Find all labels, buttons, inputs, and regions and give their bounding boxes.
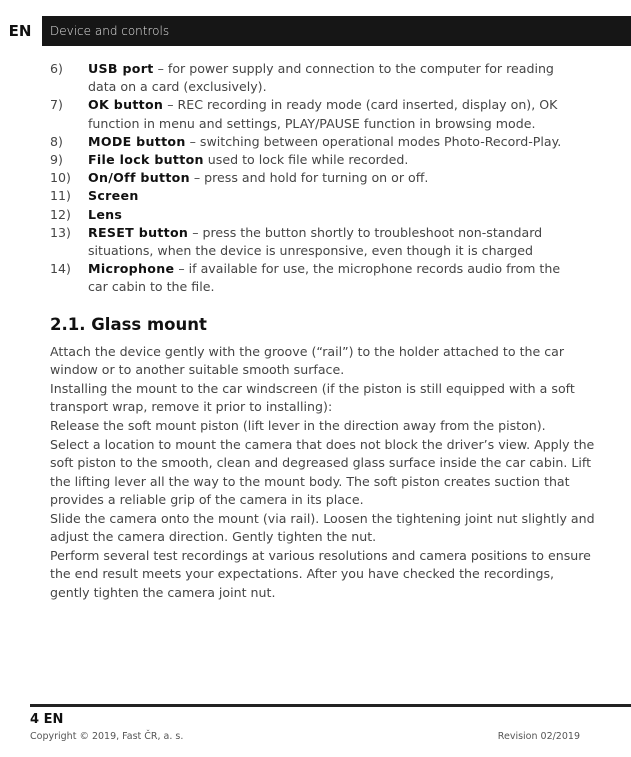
item-term: RESET button <box>88 224 189 240</box>
item-description: – for power supply and connection to the computer for reading data on a card (exclusively). <box>88 61 554 95</box>
item-number: 11) <box>50 188 71 204</box>
paragraph: Release the soft mount piston (lift lever in the direction away from the piston). <box>50 418 546 433</box>
page-header <box>0 16 631 46</box>
item-term: File lock button <box>88 152 204 168</box>
item-number: 9) <box>50 152 63 168</box>
item-term: Lens <box>88 206 123 222</box>
item-term: Microphone <box>88 261 175 277</box>
list-item <box>0 206 631 224</box>
item-description: – press the button shortly to troubleshoot non-standard situations, when the device is unresponsive, even though it is charged <box>88 224 543 259</box>
item-number: 7) <box>50 97 63 113</box>
controls-list <box>0 60 631 297</box>
footer-divider <box>30 704 631 707</box>
item-term: OK button <box>88 97 164 113</box>
list-item <box>0 60 631 96</box>
item-description: used to lock file while recorded. <box>203 152 409 168</box>
item-description: – if available for use, the microphone records audio from the car cabin to the file. <box>88 261 561 295</box>
paragraph: Slide the camera onto the mount (via rail). Loosen the tightening joint nut slightly and adjust the camera direction. Gently tighten the nut. <box>50 511 595 545</box>
item-number: 8) <box>50 133 63 149</box>
list-item <box>0 224 631 260</box>
item-description: – press and hold for turning on or off. <box>189 170 429 186</box>
paragraph: Attach the device gently with the groove (“rail”) to the holder attached to the car window or to another suitable smooth surface. <box>50 344 565 378</box>
revision-text: Revision 02/2019 <box>497 731 580 742</box>
item-description: – switching between operational modes Photo-Record-Play. <box>185 133 562 149</box>
copyright-text: Copyright © 2019, Fast ČR, a. s. <box>30 731 184 742</box>
item-number: 6) <box>50 61 63 76</box>
page-number: 4 EN <box>30 712 64 727</box>
list-item <box>0 260 631 296</box>
item-term: USB port <box>88 61 154 76</box>
page-content <box>0 60 631 600</box>
item-number: 12) <box>50 206 71 222</box>
paragraph: Perform several test recordings at various resolutions and camera positions to ensure the end result meets your expectations. After you have checked the recordings, gently tighten the camera joint nut. <box>50 548 591 600</box>
header-title: Device and controls <box>42 16 631 46</box>
item-number: 13) <box>50 224 71 240</box>
item-number: 14) <box>50 261 71 277</box>
paragraph: Select a location to mount the camera that does not block the driver’s view. Apply the soft piston to the smooth, clean and degreased glass surface inside the car cabin. Lift the lifting lever all the way to the mount body. The soft piston creates suction that provides a reliable grip of the camera in its place. <box>50 437 595 508</box>
list-item <box>0 151 631 169</box>
item-term: MODE button <box>88 133 186 149</box>
list-item <box>0 133 631 151</box>
item-term: On/Off button <box>88 170 190 186</box>
item-description: – REC recording in ready mode (card inserted, display on), OK function in menu and settings, PLAY/PAUSE function in browsing mode. <box>88 97 558 131</box>
list-item <box>0 96 631 132</box>
paragraph: Installing the mount to the car windscreen (if the piston is still equipped with a soft transport wrap, remove it prior to installing): <box>50 381 575 415</box>
list-item <box>0 169 631 187</box>
list-item <box>0 187 631 205</box>
section-title: 2.1. Glass mount <box>50 315 207 334</box>
item-number: 10) <box>50 170 71 186</box>
language-badge: EN <box>0 16 40 46</box>
item-term: Screen <box>88 188 139 204</box>
